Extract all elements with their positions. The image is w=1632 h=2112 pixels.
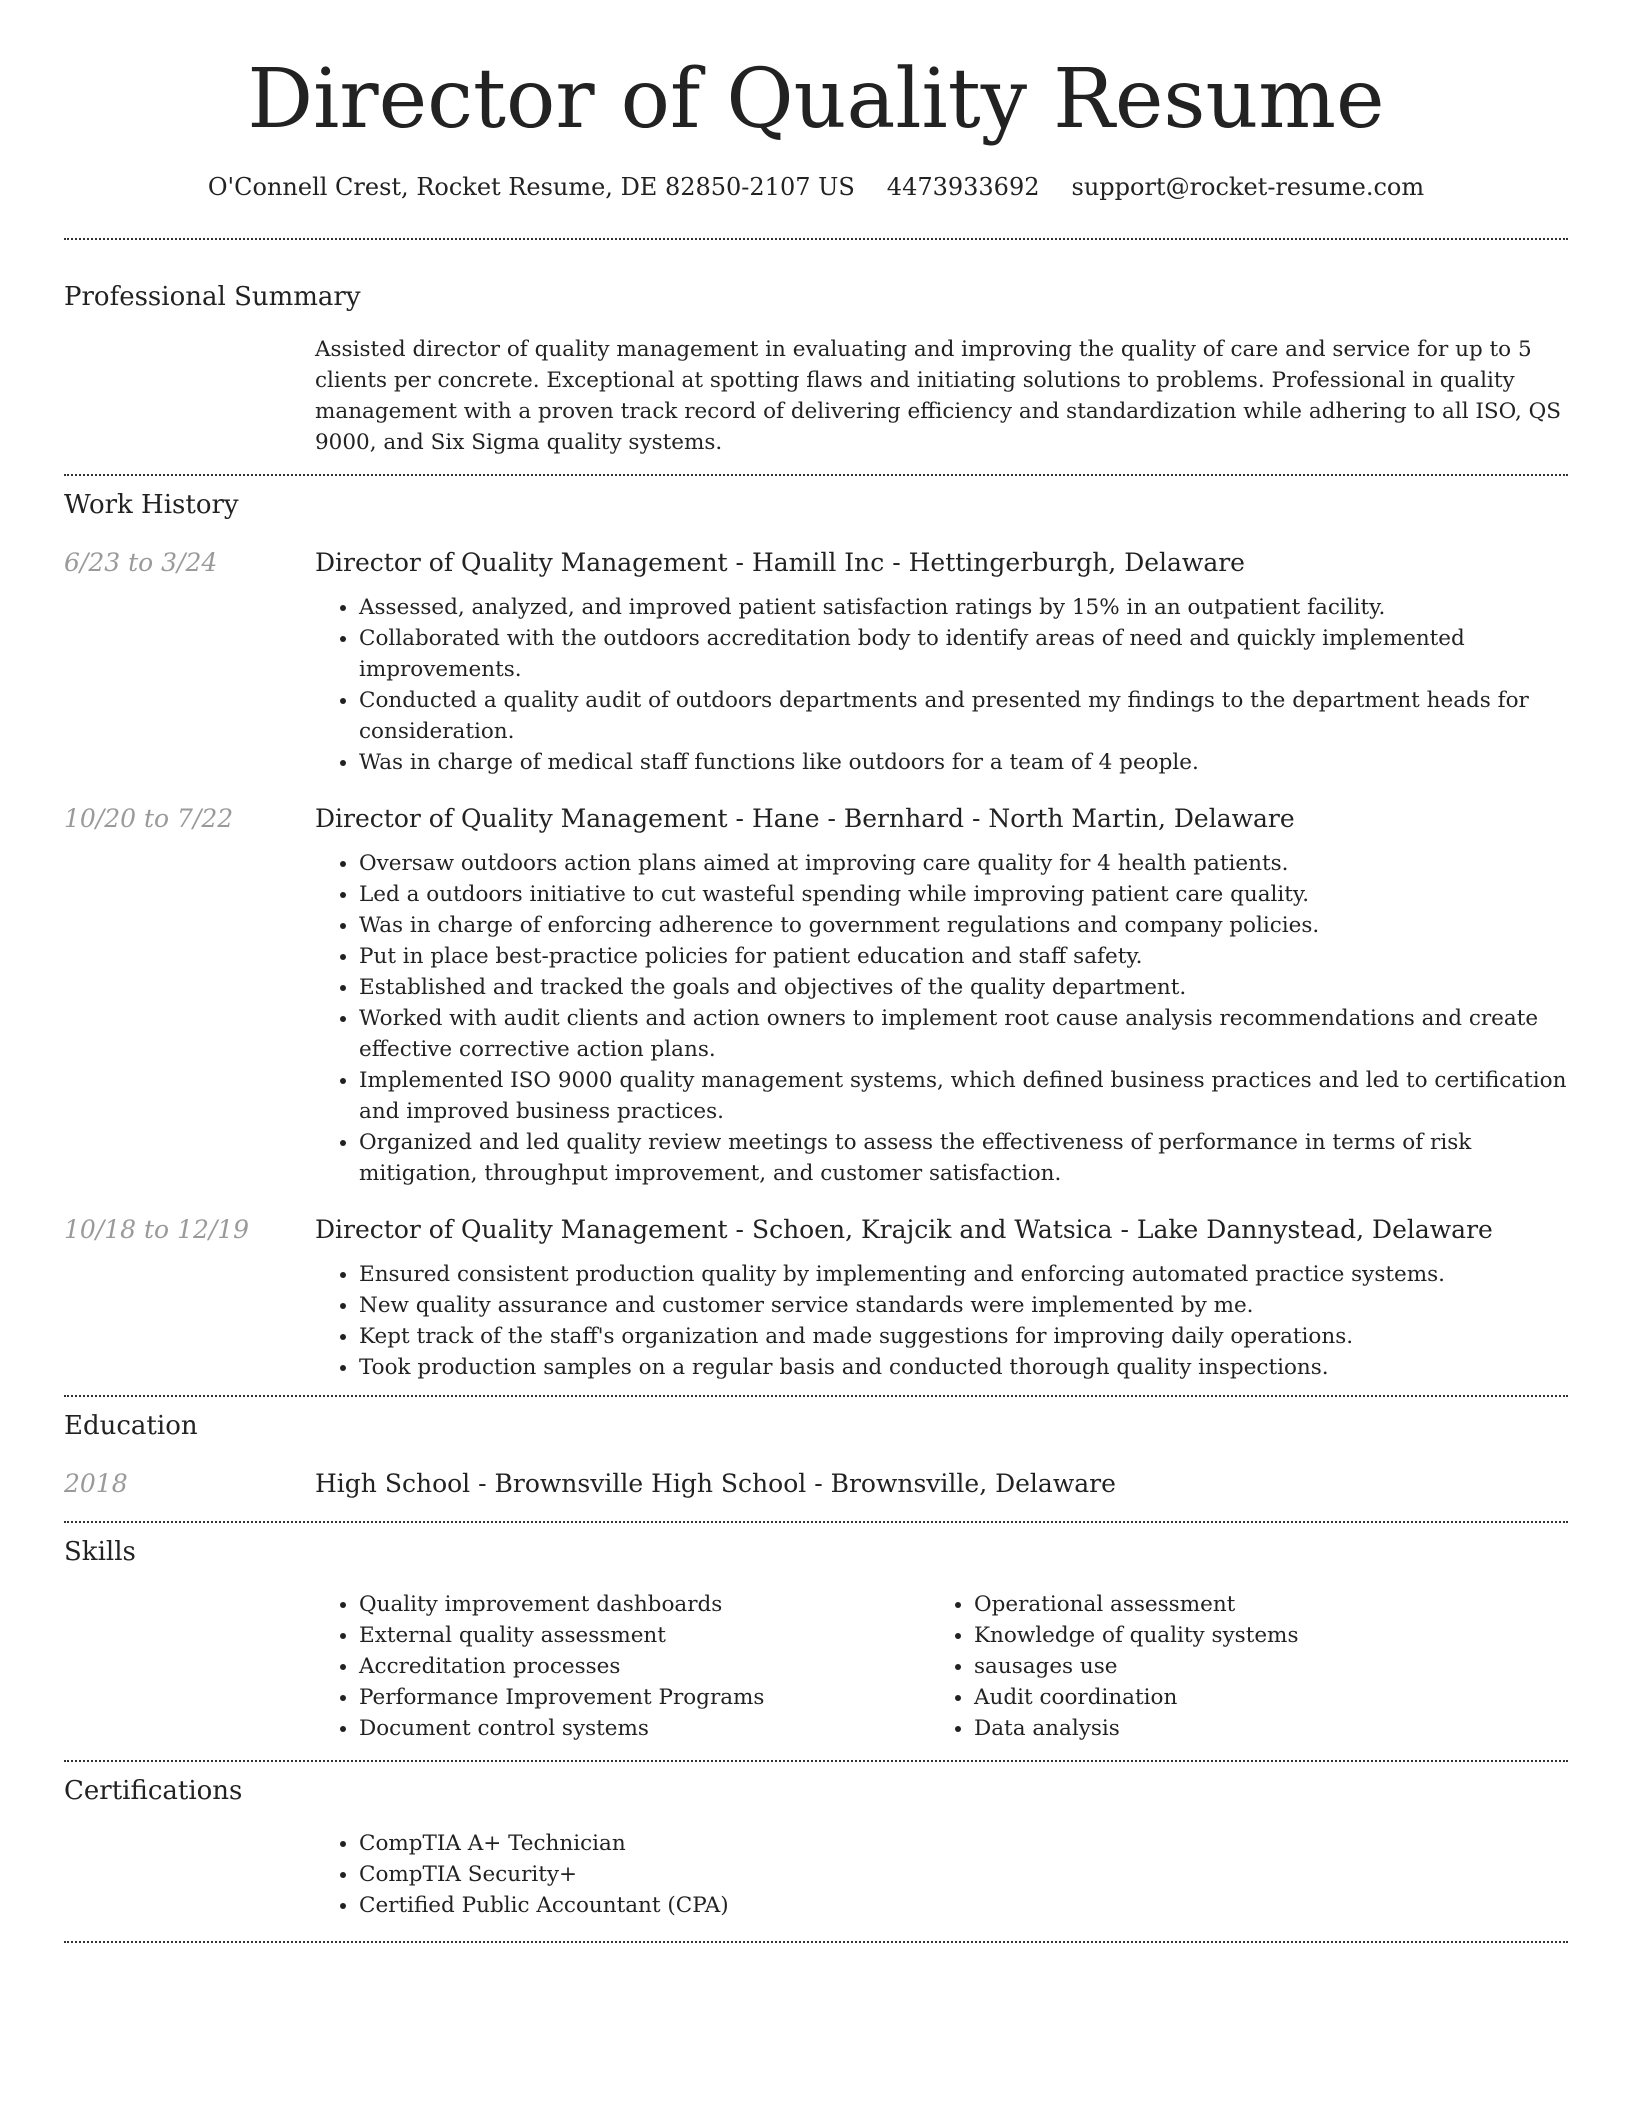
section-title-summary: Professional Summary (64, 282, 361, 312)
list-item: • Kept track of the staff's organization and made suggestions for improving daily operations. (359, 1321, 1568, 1352)
divider (64, 1760, 1568, 1762)
list-item: • External quality assessment (359, 1620, 930, 1651)
contact-phone: 4473933692 (886, 173, 1040, 201)
list-item: • Audit coordination (974, 1682, 1545, 1713)
section-title-work-history: Work History (64, 490, 239, 520)
section-title-certifications: Certifications (64, 1776, 243, 1806)
list-item: • Was in charge of enforcing adherence to government regulations and company policies. (359, 910, 1568, 941)
summary-section (64, 280, 1568, 458)
page-title: Director of Quality Resume (247, 52, 1385, 147)
list-item: • Organized and led quality review meetings to assess the effectiveness of performance in terms of risk mitigation, throughput improvement, and customer satisfaction. (359, 1127, 1568, 1189)
section-title-skills: Skills (64, 1537, 136, 1567)
skills-list-left (315, 1589, 930, 1744)
job-entry (64, 1213, 1568, 1383)
divider (64, 474, 1568, 476)
summary-text: Assisted director of quality management in evaluating and improving the quality of care and service for up to 5 clients per concrete. Exceptional at spotting flaws and initiating solutions to problems. Professional in quality management with a proven track record of delivering efficiency and standardization while adhering to all ISO, QS 9000, and Six Sigma quality systems. (315, 337, 1562, 455)
list-item: • Oversaw outdoors action plans aimed at improving care quality for 4 health patients. (359, 848, 1568, 879)
list-item: • Took production samples on a regular basis and conducted thorough quality inspections. (359, 1352, 1568, 1383)
contact-line (64, 170, 1568, 204)
list-item: • Operational assessment (974, 1589, 1545, 1620)
job-title: Director of Quality Management - Hane - Bernhard - North Martin, Delaware (315, 804, 1295, 833)
job-entry (64, 546, 1568, 778)
work-history-section (64, 488, 1568, 1383)
divider (64, 238, 1568, 240)
list-item: • Ensured consistent production quality by implementing and enforcing automated practice systems. (359, 1259, 1568, 1290)
education-detail: High School - Brownsville High School - Brownsville, Delaware (315, 1469, 1116, 1498)
job-dates: 10/20 to 7/22 (64, 804, 234, 833)
certifications-list (315, 1828, 1568, 1921)
list-item: • Assessed, analyzed, and improved patient satisfaction ratings by 15% in an outpatient facility. (359, 592, 1568, 623)
list-item: • Collaborated with the outdoors accreditation body to identify areas of need and quickly implemented improvements. (359, 623, 1568, 685)
list-item: • New quality assurance and customer service standards were implemented by me. (359, 1290, 1568, 1321)
divider (64, 1395, 1568, 1397)
contact-email: support@rocket-resume.com (1071, 173, 1425, 201)
list-item: • Led a outdoors initiative to cut wasteful spending while improving patient care quality. (359, 879, 1568, 910)
job-dates: 6/23 to 3/24 (64, 548, 218, 577)
job-bullets (315, 592, 1568, 778)
skills-section (64, 1535, 1568, 1744)
list-item: • Performance Improvement Programs (359, 1682, 930, 1713)
divider (64, 1521, 1568, 1523)
list-item: • Data analysis (974, 1713, 1545, 1744)
list-item: • Put in place best-practice policies for patient education and staff safety. (359, 941, 1568, 972)
certifications-section (64, 1774, 1568, 1921)
education-year: 2018 (64, 1469, 128, 1498)
job-entry (64, 802, 1568, 1189)
list-item: • Conducted a quality audit of outdoors departments and presented my findings to the department heads for consideration. (359, 685, 1568, 747)
list-item: • Document control systems (359, 1713, 930, 1744)
contact-address: O'Connell Crest, Rocket Resume, DE 82850-2107 US (207, 173, 855, 201)
list-item: • Certified Public Accountant (CPA) (359, 1890, 1568, 1921)
section-title-education: Education (64, 1411, 198, 1441)
list-item: • CompTIA Security+ (359, 1859, 1568, 1890)
job-title: Director of Quality Management - Schoen, Krajcik and Watsica - Lake Dannystead, Delaware (315, 1215, 1493, 1244)
skills-list-right (930, 1589, 1545, 1744)
job-bullets (315, 848, 1568, 1189)
job-dates: 10/18 to 12/19 (64, 1215, 250, 1244)
list-item: • CompTIA A+ Technician (359, 1828, 1568, 1859)
list-item: • Worked with audit clients and action owners to implement root cause analysis recommendations and create effective corrective action plans. (359, 1003, 1568, 1065)
list-item: • Accreditation processes (359, 1651, 930, 1682)
list-item: • Was in charge of medical staff functions like outdoors for a team of 4 people. (359, 747, 1568, 778)
list-item: • Implemented ISO 9000 quality management systems, which defined business practices and led to certification and improved business practices. (359, 1065, 1568, 1127)
job-bullets (315, 1259, 1568, 1383)
list-item: • sausages use (974, 1651, 1545, 1682)
job-title: Director of Quality Management - Hamill Inc - Hettingerburgh, Delaware (315, 548, 1245, 577)
education-section (64, 1409, 1568, 1501)
list-item: • Established and tracked the goals and objectives of the quality department. (359, 972, 1568, 1003)
education-entry (64, 1467, 1568, 1501)
list-item: • Knowledge of quality systems (974, 1620, 1545, 1651)
list-item: • Quality improvement dashboards (359, 1589, 930, 1620)
divider (64, 1941, 1568, 1943)
